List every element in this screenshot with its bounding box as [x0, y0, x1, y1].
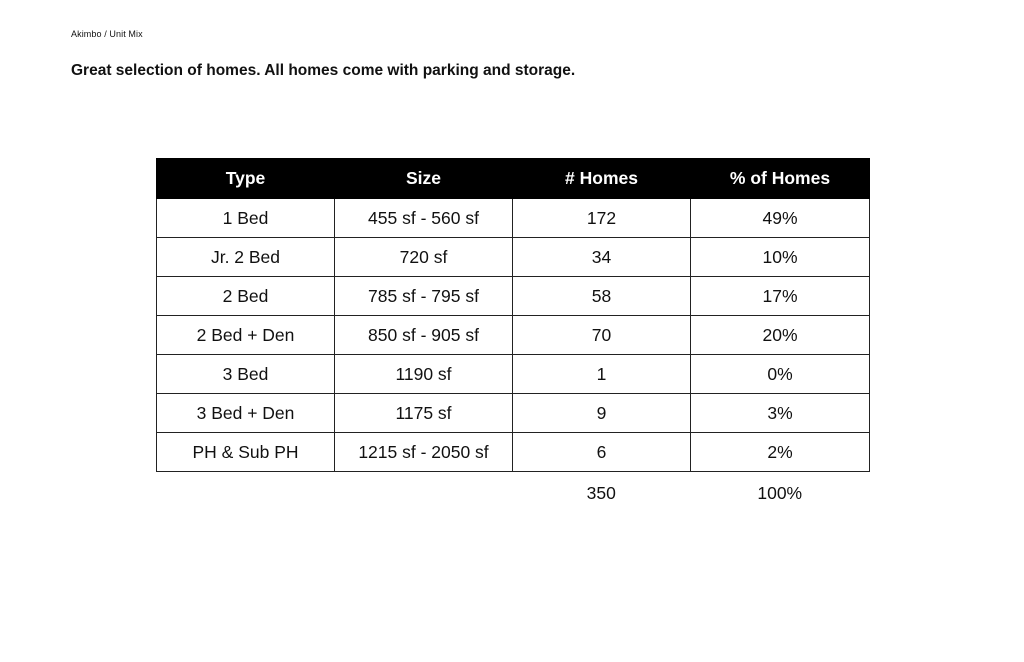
cell-size: 455 sf - 560 sf — [335, 199, 513, 238]
cell-size: 1190 sf — [335, 355, 513, 394]
cell-percent: 20% — [691, 316, 870, 355]
column-header-homes: # Homes — [513, 159, 691, 199]
cell-percent: 0% — [691, 355, 870, 394]
cell-homes: 172 — [513, 199, 691, 238]
table-row — [157, 316, 870, 355]
cell-percent: 49% — [691, 199, 870, 238]
table-row — [157, 199, 870, 238]
cell-homes: 70 — [513, 316, 691, 355]
cell-size: 785 sf - 795 sf — [335, 277, 513, 316]
table-row — [157, 394, 870, 433]
total-homes: 350 — [586, 483, 616, 503]
total-percent: 100% — [757, 483, 803, 503]
cell-size: 1175 sf — [335, 394, 513, 433]
cell-type: 1 Bed — [157, 199, 335, 238]
column-header-size: Size — [335, 159, 513, 199]
cell-type: Jr. 2 Bed — [157, 238, 335, 277]
cell-type: 2 Bed — [157, 277, 335, 316]
cell-percent: 10% — [691, 238, 870, 277]
cell-type: 2 Bed + Den — [157, 316, 335, 355]
page-title: Great selection of homes. All homes come with parking and storage. — [71, 62, 576, 79]
cell-percent: 17% — [691, 277, 870, 316]
cell-homes: 1 — [513, 355, 691, 394]
cell-homes: 58 — [513, 277, 691, 316]
column-header-type: Type — [157, 159, 335, 199]
totals-row — [512, 483, 869, 504]
cell-size: 720 sf — [335, 238, 513, 277]
cell-percent: 2% — [691, 433, 870, 472]
cell-homes: 6 — [513, 433, 691, 472]
table-row — [157, 433, 870, 472]
table-header-row — [157, 159, 870, 199]
cell-size: 850 sf - 905 sf — [335, 316, 513, 355]
cell-type: PH & Sub PH — [157, 433, 335, 472]
cell-homes: 9 — [513, 394, 691, 433]
breadcrumb: Akimbo / Unit Mix — [71, 29, 143, 39]
cell-type: 3 Bed + Den — [157, 394, 335, 433]
table-row — [157, 238, 870, 277]
cell-size: 1215 sf - 2050 sf — [335, 433, 513, 472]
cell-type: 3 Bed — [157, 355, 335, 394]
table-row — [157, 355, 870, 394]
cell-homes: 34 — [513, 238, 691, 277]
table-row — [157, 277, 870, 316]
unit-mix-table — [156, 158, 870, 472]
column-header-percent: % of Homes — [691, 159, 870, 199]
cell-percent: 3% — [691, 394, 870, 433]
